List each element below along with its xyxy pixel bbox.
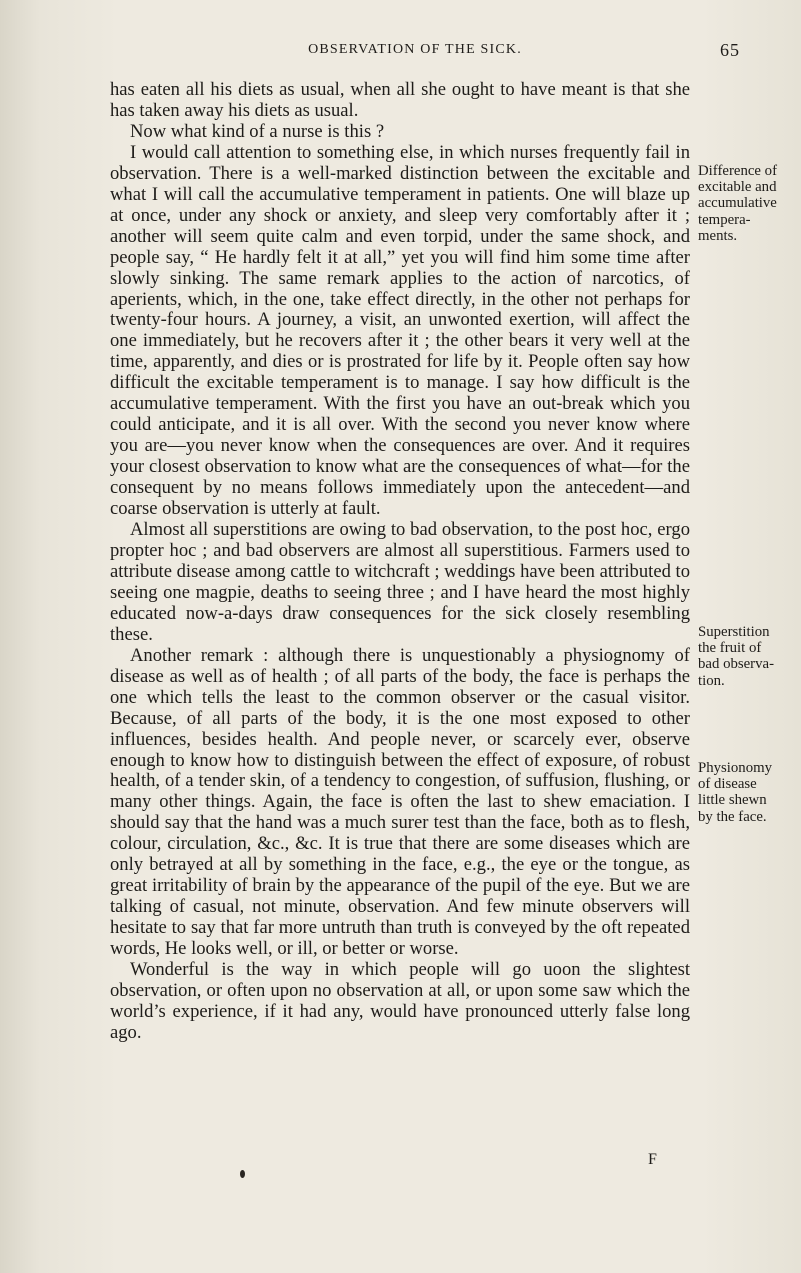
running-title: OBSERVATION OF THE SICK.	[308, 42, 522, 57]
margin-note-physiognomy	[698, 760, 801, 825]
margin-note-line: tempera-	[698, 211, 751, 228]
paragraph: Now what kind of a nurse is this ?	[130, 120, 385, 142]
margin-note-line: Difference of	[698, 163, 778, 179]
paragraph: I would call attention to something else, in which nurses frequently fail in observation. There is a well-marked distinction between the excitable and what I will call the accumulative temperament in patients. One will blaze up at once, under any shock or anxiety, and sleep very comfortably after it ; another will seem quite calm and even torpid, under the same shock, and people say, “ He hardly felt it at all,” yet you will find him some time after slowly sinking. The same remark applies to the action of narcotics, of aperients, which, in the one, take effect directly, in the other not perhaps for twenty-four hours. A journey, a visit, an unwonted exertion, will affect the one immediately, but he recovers after it ; the other bears it very well at the time, apparently, and dies or is prostrated for life by it. People often say how difficult the excitable temperament is to manage. I say how difficult is the accumulative temperament. With the first you have an out-break which you could anticipate, and it is all over. With the second you never know where you are—you never know when the consequences are over. And it requires your closest observation to know what are the consequences of what—for the consequent by no means follows immediately upon the antecedent—and coarse observation is utterly at fault.	[110, 141, 690, 520]
margin-note-line: by the face.	[698, 808, 767, 825]
margin-note-line: excitable and	[698, 179, 777, 196]
margin-note-line: the fruit of	[698, 640, 762, 657]
paragraph: Almost all superstitions are owing to bad observation, to the post hoc, ergo propter hoc ; and bad observers are almost all superstitious. Farmers used to attribute disease among cattle to witchcraft ; weddings have been attributed to seeing one magpie, deaths to seeing three ; and I have heard the most highly educated now-a-days draw consequences for the sick closely resembling these.	[110, 519, 690, 645]
margin-note-temperaments	[698, 163, 801, 244]
margin-note-line: tion.	[698, 672, 725, 689]
margin-note-line: Superstition	[698, 624, 770, 640]
margin-note-line: ments.	[698, 227, 738, 244]
margin-note-line: accumulative	[698, 195, 777, 212]
body-text	[110, 80, 690, 1044]
paragraph: Another remark : although there is unquestionably a physiognomy of disease as well as of health ; of all parts of the body, the face is perhaps the one which tells the least to the common observer or the casual visitor. Because, of all parts of the body, it is the one most exposed to other influences, besides health. And people never, or scarcely ever, observe enough to know how to distinguish between the effect of exposure, of robust health, of a tender skin, of a tendency to congestion, of suffusion, flushing, or many other things. Again, the face is often the last to shew emaciation. I should say that the hand was a much surer test than the face, both as to flesh, colour, circulation, &c., &c. It is true that there are some diseases which are only betrayed at all by something in the face, e.g., the eye or the tongue, as great irritability of brain by the appearance of the pupil of the eye. But we are talking of casual, not minute, observation. And few minute observers will hesitate to say that far more untruth than truth is conveyed by the oft repeated words, He looks well, or ill, or better or worse.	[110, 644, 690, 960]
margin-note-superstition	[698, 624, 801, 689]
ink-blot	[240, 1170, 245, 1178]
signature-mark: F	[648, 1151, 657, 1168]
margin-note-line: bad observa-	[698, 656, 775, 673]
page-header	[90, 40, 740, 64]
margin-note-line: of disease	[698, 776, 757, 793]
margin-note-line: little shewn	[698, 792, 767, 809]
paragraph: has eaten all his diets as usual, when all she ought to have meant is that she has taken away his diets as usual.	[110, 79, 690, 121]
margin-note-line: Physionomy	[698, 760, 772, 776]
paragraph: Wonderful is the way in which people will go uoon the slightest observation, or often upon no observation at all, or upon some saw which the world’s experience, if it had any, would have pronounced utterly false long ago.	[110, 959, 690, 1043]
page-number: 65	[720, 40, 740, 60]
